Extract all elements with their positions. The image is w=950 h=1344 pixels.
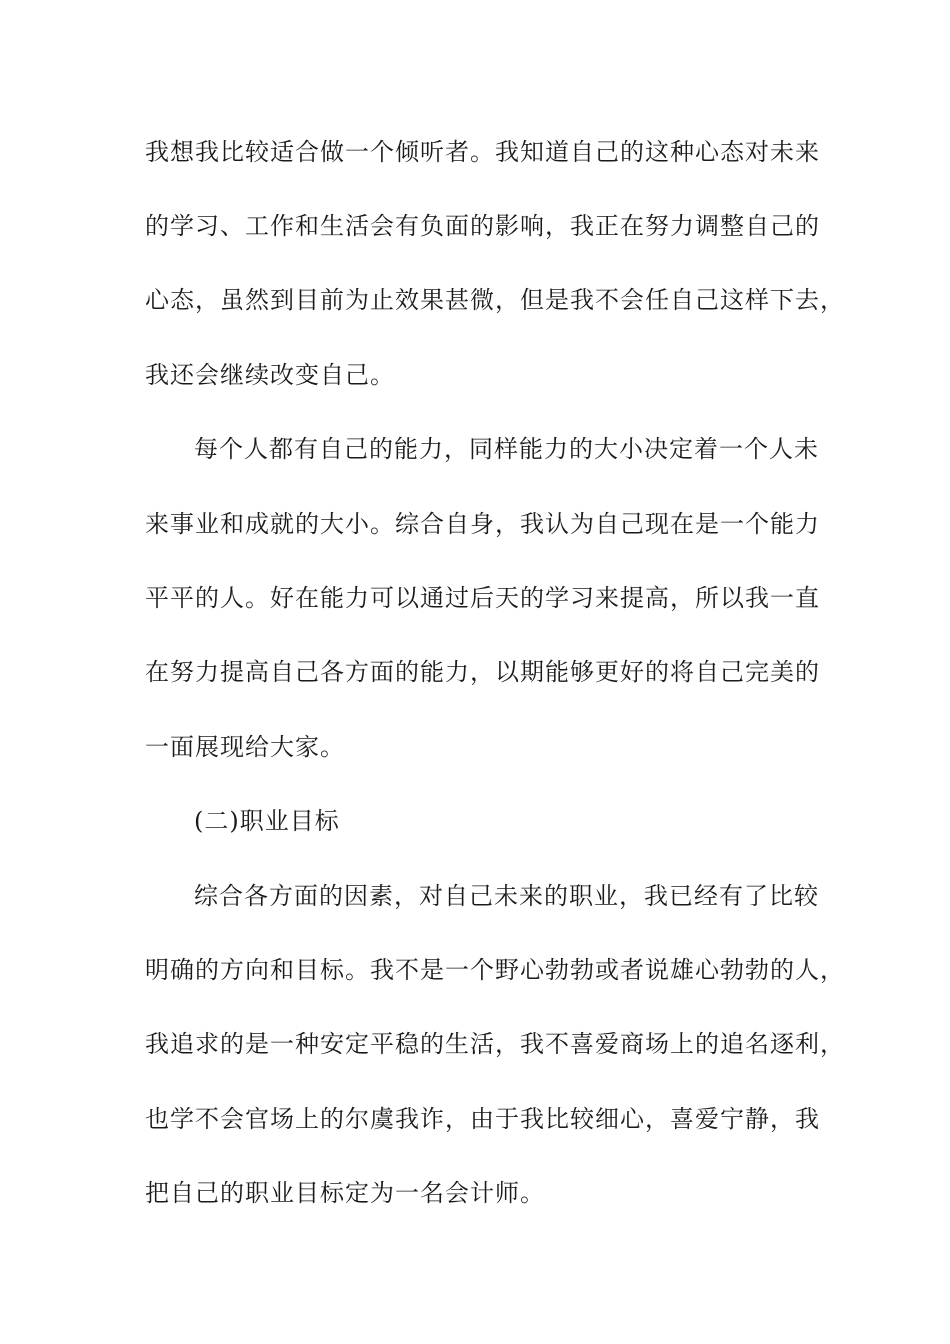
- paragraph-1-line-4: 我还会继续改变自己。: [145, 361, 395, 389]
- paragraph-1-line-3: 心态，虽然到目前为止效果甚微，但是我不会任自己这样下去，: [145, 286, 845, 314]
- paragraph-2-line-4: 在努力提高自己各方面的能力，以期能够更好的将自己完美的: [145, 658, 820, 686]
- section-heading: (二)职业目标: [194, 807, 340, 835]
- paragraph-3-line-3: 我追求的是一种安定平稳的生活，我不喜爱商场上的追名逐利，: [145, 1030, 845, 1058]
- paragraph-2-line-2: 来事业和成就的大小。综合自身，我认为自己现在是一个能力: [145, 510, 820, 538]
- paragraph-3-line-5: 把自己的职业目标定为一名会计师。: [145, 1179, 545, 1207]
- paragraph-3-line-2: 明确的方向和目标。我不是一个野心勃勃或者说雄心勃勃的人，: [145, 956, 845, 984]
- paragraph-1-line-1: 我想我比较适合做一个倾听者。我知道自己的这种心态对未来: [145, 138, 820, 166]
- paragraph-2-line-3: 平平的人。好在能力可以通过后天的学习来提高，所以我一直: [145, 584, 820, 612]
- paragraph-3-line-1: 综合各方面的因素，对自己未来的职业，我已经有了比较: [194, 882, 819, 910]
- paragraph-3-line-4: 也学不会官场上的尔虞我诈，由于我比较细心，喜爱宁静，我: [145, 1105, 820, 1133]
- paragraph-1-line-2: 的学习、工作和生活会有负面的影响，我正在努力调整自己的: [145, 212, 820, 240]
- paragraph-2-line-1: 每个人都有自己的能力，同样能力的大小决定着一个人未: [194, 435, 819, 463]
- paragraph-2-line-5: 一面展现给大家。: [145, 733, 345, 761]
